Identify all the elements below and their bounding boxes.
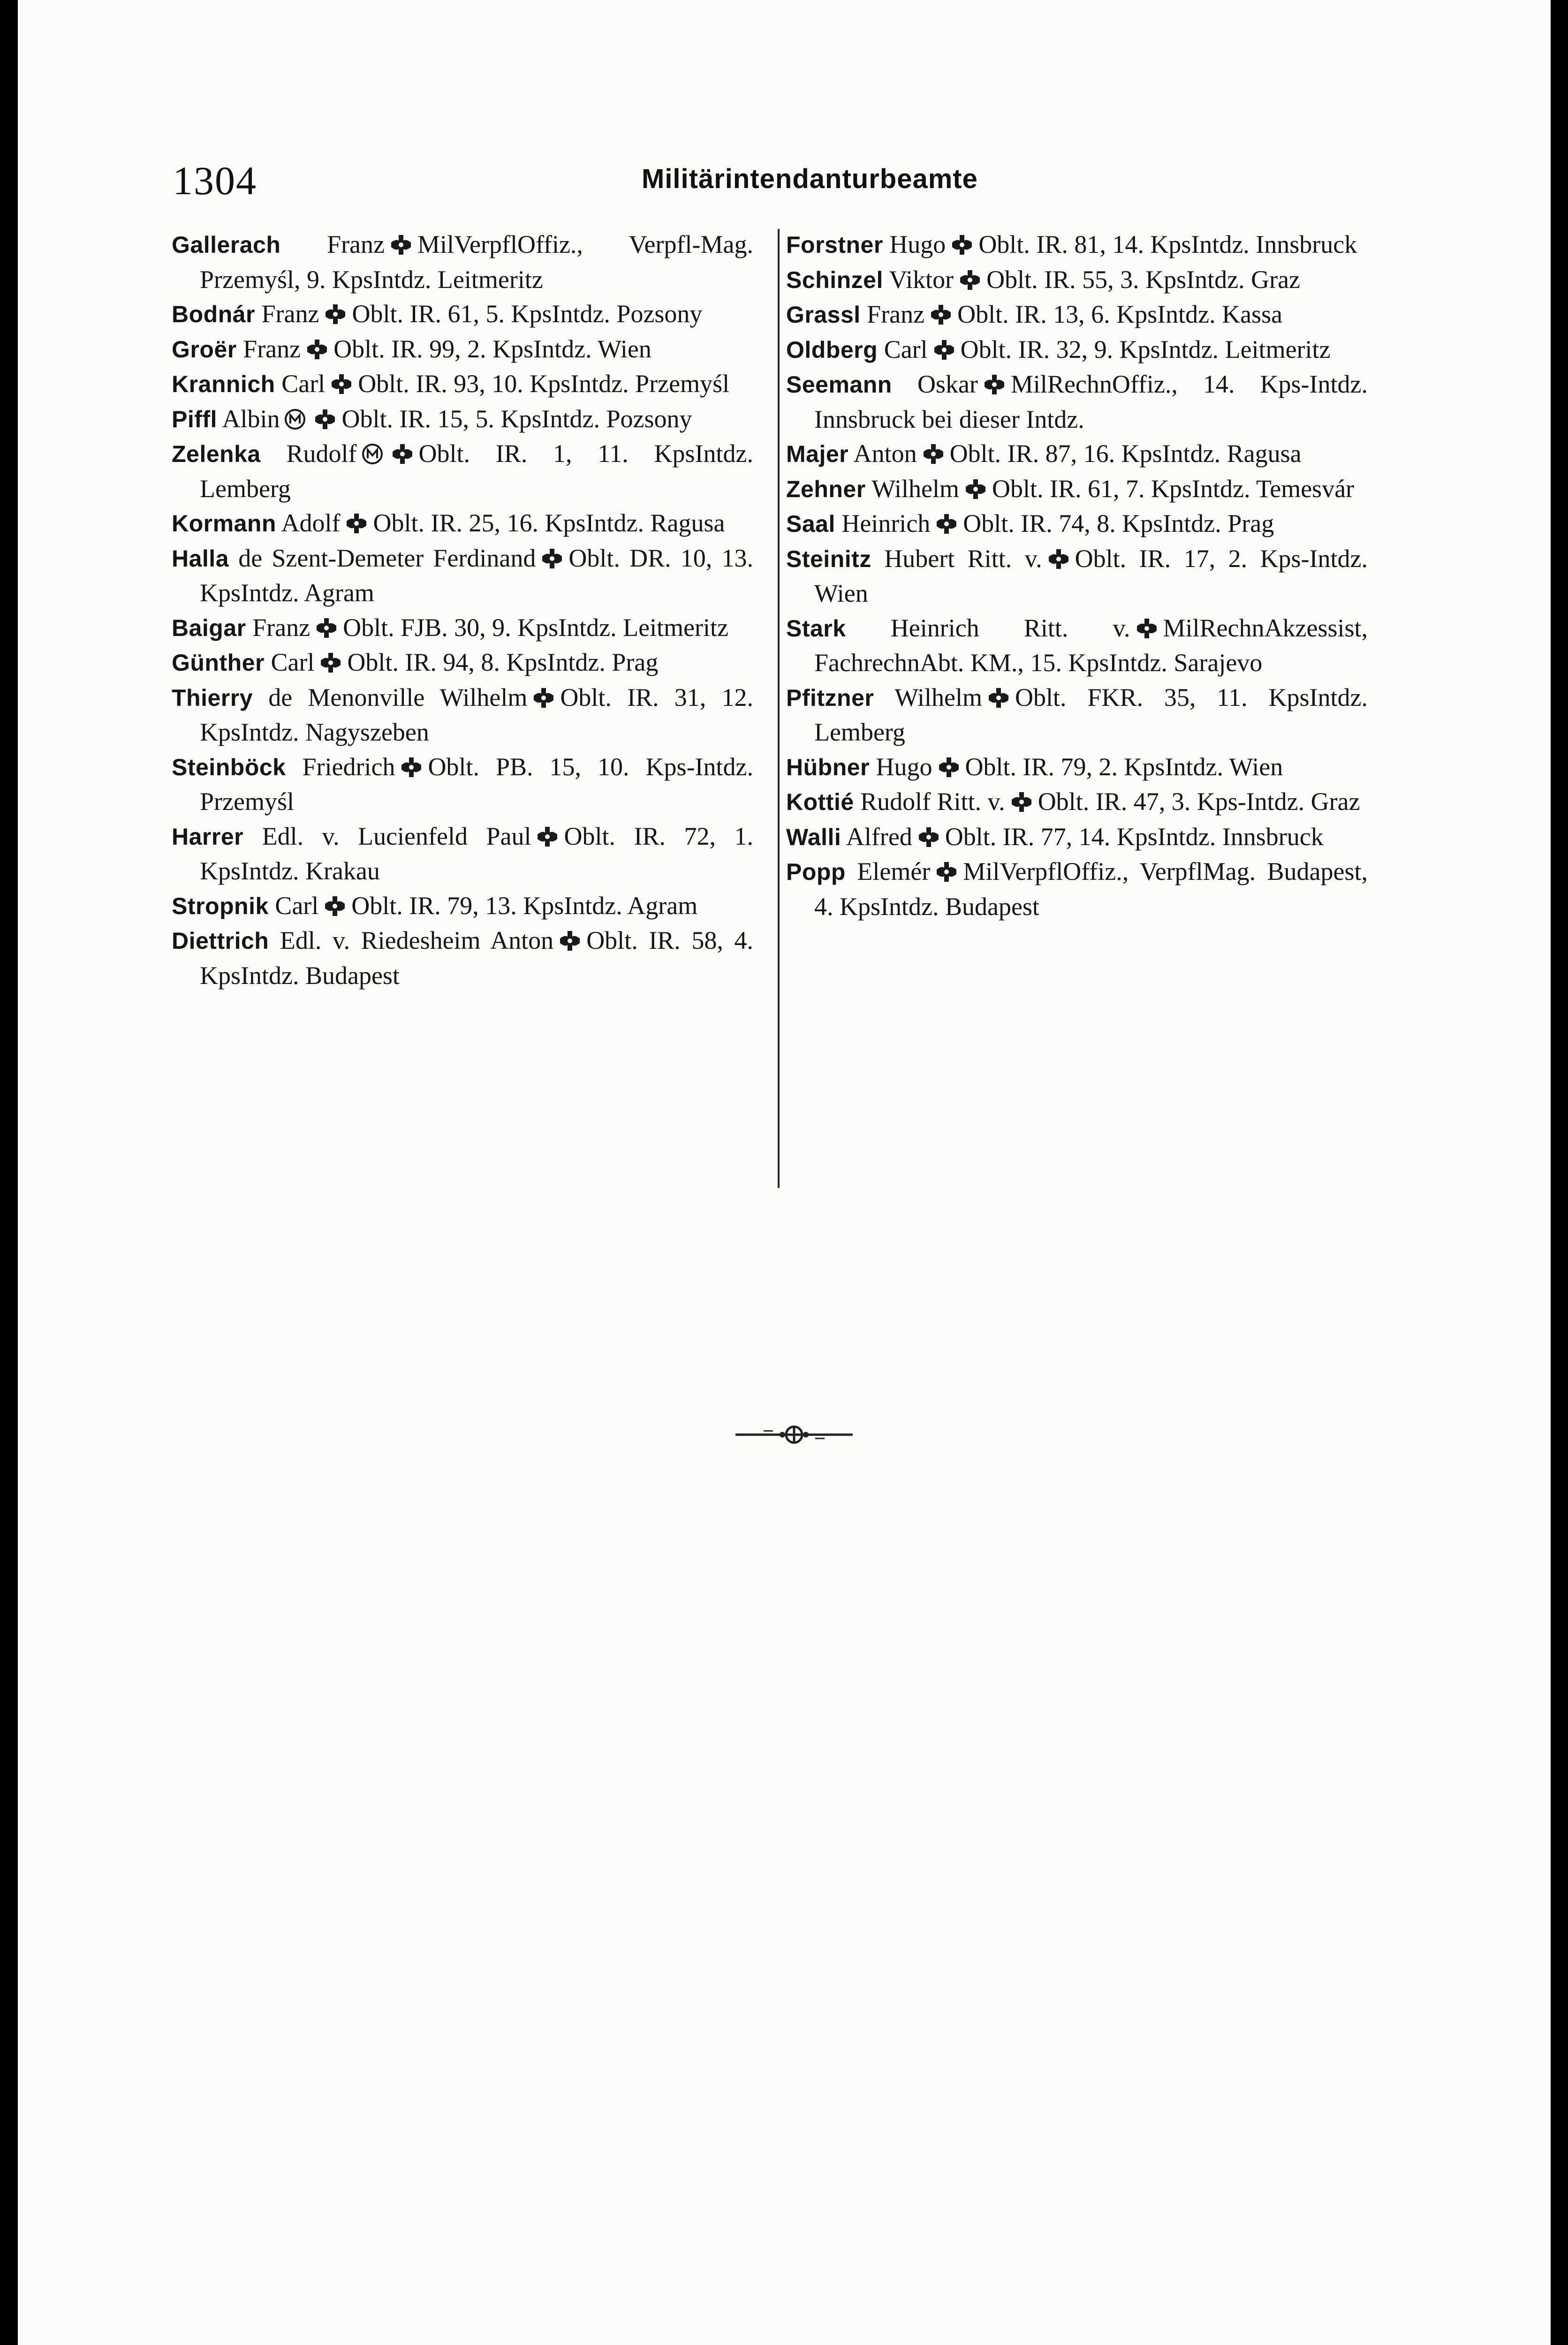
entry-given-name: Anton bbox=[853, 439, 917, 468]
entry-details: Oblt. IR. 58, 4. KpsIntdz. Budapest bbox=[200, 926, 753, 990]
right-column bbox=[786, 227, 1368, 924]
entry-given-name: Wilhelm bbox=[871, 474, 960, 503]
list-item bbox=[172, 332, 753, 367]
entry-surname: Schinzel bbox=[786, 266, 883, 293]
order-cross-icon bbox=[320, 652, 341, 673]
entry-given-name: Carl bbox=[275, 891, 319, 920]
entry-surname: Forstner bbox=[786, 232, 883, 258]
order-cross-icon bbox=[390, 234, 412, 256]
list-item bbox=[172, 681, 753, 750]
entry-given-name: Edl. v. Riedesheim Anton bbox=[280, 926, 554, 954]
list-item bbox=[786, 785, 1368, 820]
entry-given-name: Hugo bbox=[876, 752, 932, 781]
list-item bbox=[786, 820, 1368, 855]
list-item bbox=[172, 437, 753, 506]
entry-details: Oblt. IR. 87, 16. KpsIntdz. Ragusa bbox=[949, 439, 1302, 468]
list-item bbox=[786, 611, 1368, 681]
entry-surname: Bodnár bbox=[172, 301, 255, 327]
entry-details: Oblt. IR. 47, 3. Kps-Intdz. Graz bbox=[1038, 787, 1360, 816]
entry-given-name: Franz bbox=[327, 230, 385, 258]
entry-given-name: Albin bbox=[222, 404, 280, 433]
entry-surname: Stropnik bbox=[172, 893, 269, 919]
list-item bbox=[786, 437, 1368, 472]
entry-surname: Diettrich bbox=[172, 928, 269, 954]
list-item bbox=[172, 819, 753, 889]
entry-details: Oblt. IR. 32, 9. KpsIntdz. Leitmeritz bbox=[960, 335, 1331, 363]
entry-surname: Majer bbox=[786, 441, 849, 467]
list-item bbox=[172, 367, 753, 402]
entry-details: Oblt. IR. 25, 16. KpsIntdz. Ragusa bbox=[373, 509, 725, 537]
entry-details: MilRechnOffiz., 14. Kps-Intdz. Innsbruck bei dieser Intdz. bbox=[814, 370, 1368, 433]
entry-surname: Günther bbox=[172, 650, 265, 676]
entry-surname: Harrer bbox=[172, 823, 244, 850]
left-column bbox=[172, 227, 753, 993]
entry-given-name: Rudolf bbox=[286, 439, 357, 468]
entry-surname: Zelenka bbox=[172, 441, 261, 467]
order-cross-icon bbox=[537, 826, 558, 847]
order-cross-icon bbox=[325, 303, 346, 325]
order-cross-icon bbox=[392, 443, 413, 465]
entry-details: Oblt. IR. 61, 7. KpsIntdz. Temesvár bbox=[992, 474, 1355, 503]
entry-given-name: Adolf bbox=[281, 509, 341, 537]
entry-surname: Stark bbox=[786, 615, 846, 642]
order-cross-icon bbox=[401, 756, 422, 778]
list-item bbox=[786, 297, 1368, 333]
entry-surname: Steinböck bbox=[172, 754, 286, 780]
list-item bbox=[172, 645, 753, 681]
order-cross-icon bbox=[923, 443, 944, 465]
list-item bbox=[786, 507, 1368, 542]
entry-details: Oblt. IR. 93, 10. KpsIntdz. Przemyśl bbox=[358, 370, 730, 398]
entry-details: Oblt. IR. 81, 14. KpsIntdz. Innsbruck bbox=[978, 230, 1357, 258]
order-cross-icon bbox=[938, 756, 960, 778]
entry-given-name: Carl bbox=[281, 370, 326, 398]
entry-details: Oblt. IR. 99, 2. KpsIntdz. Wien bbox=[333, 334, 651, 363]
order-cross-icon bbox=[541, 548, 563, 569]
entry-details: Oblt. IR. 94, 8. KpsIntdz. Prag bbox=[347, 648, 659, 676]
entry-given-name: de Menonville Wilhelm bbox=[268, 683, 528, 711]
entry-details: Oblt. IR. 17, 2. Kps-Intdz. Wien bbox=[814, 544, 1368, 607]
list-item bbox=[786, 750, 1368, 785]
order-cross-icon bbox=[965, 478, 986, 500]
entry-surname: Baigar bbox=[172, 614, 246, 641]
entry-given-name: Wilhelm bbox=[894, 683, 983, 711]
entry-given-name: Viktor bbox=[889, 265, 954, 294]
order-cross-icon bbox=[533, 687, 554, 709]
entry-details: Oblt. IR. 74, 8. KpsIntdz. Prag bbox=[963, 509, 1274, 537]
entry-details: MilVerpflOffiz., VerpflMag. Budapest, 4. KpsIntdz. Budapest bbox=[814, 857, 1368, 921]
list-item bbox=[786, 681, 1368, 750]
entry-surname: Walli bbox=[786, 824, 841, 850]
list-item bbox=[172, 923, 753, 993]
entry-details: Oblt. IR. 13, 6. KpsIntdz. Kassa bbox=[957, 300, 1283, 328]
order-cross-icon bbox=[559, 930, 581, 952]
list-item bbox=[786, 855, 1368, 924]
entry-surname: Grassl bbox=[786, 302, 861, 328]
entry-surname: Kottié bbox=[786, 789, 854, 815]
entry-details: Oblt. IR. 72, 1. KpsIntdz. Krakau bbox=[200, 822, 753, 885]
order-cross-icon bbox=[346, 513, 367, 534]
entry-surname: Gallerach bbox=[172, 232, 281, 258]
order-cross-icon bbox=[306, 339, 328, 360]
entry-surname: Groër bbox=[172, 336, 237, 363]
order-cross-icon bbox=[988, 687, 1009, 709]
order-cross-icon bbox=[984, 374, 1005, 395]
entry-given-name: Franz bbox=[261, 300, 319, 328]
list-item bbox=[172, 506, 753, 541]
entry-details: Oblt. IR. 79, 2. KpsIntdz. Wien bbox=[965, 752, 1283, 781]
entry-surname: Zehner bbox=[786, 476, 866, 502]
list-item bbox=[786, 472, 1368, 507]
running-head: Militärintendanturbeamte bbox=[642, 164, 978, 194]
entry-surname: Seemann bbox=[786, 371, 892, 398]
list-item bbox=[172, 889, 753, 924]
military-merit-medal-icon bbox=[362, 443, 383, 465]
entry-surname: Steinitz bbox=[786, 545, 871, 572]
list-item bbox=[172, 402, 753, 437]
entry-details: Oblt. IR. 61, 5. KpsIntdz. Pozsony bbox=[352, 300, 703, 328]
list-item bbox=[172, 541, 753, 611]
order-cross-icon bbox=[1048, 548, 1069, 570]
entry-details: Oblt. FKR. 35, 11. KpsIntdz. Lemberg bbox=[814, 683, 1368, 746]
list-item bbox=[172, 227, 753, 297]
entry-surname: Popp bbox=[786, 859, 846, 885]
entry-surname: Pfitzner bbox=[786, 684, 874, 711]
entry-given-name: Franz bbox=[252, 613, 311, 642]
entry-given-name: Rudolf Ritt. v. bbox=[860, 787, 1005, 816]
entry-given-name: Elemér bbox=[857, 857, 931, 885]
order-cross-icon bbox=[933, 339, 955, 361]
entry-details: MilVerpflOffiz., Verpfl-Mag. Przemyśl, 9. KpsIntdz. Leitmeritz bbox=[200, 230, 753, 294]
entry-details: Oblt. IR. 55, 3. KpsIntdz. Graz bbox=[986, 265, 1301, 294]
entry-given-name: de Szent-Demeter Ferdinand bbox=[238, 544, 536, 572]
entry-given-name: Heinrich bbox=[841, 509, 931, 537]
entry-given-name: Hubert Ritt. v. bbox=[884, 544, 1042, 573]
military-merit-medal-icon bbox=[284, 408, 306, 430]
entry-details: Oblt. FJB. 30, 9. KpsIntdz. Leitmeritz bbox=[343, 613, 728, 642]
list-item bbox=[786, 333, 1368, 368]
scan-border-left bbox=[0, 0, 18, 2345]
scan-border-right bbox=[1551, 0, 1568, 2345]
list-item bbox=[786, 227, 1368, 263]
entry-details: Oblt. IR. 31, 12. KpsIntdz. Nagyszeben bbox=[200, 683, 753, 746]
entry-surname: Kormann bbox=[172, 510, 276, 537]
section-end-ornament-icon bbox=[735, 1424, 853, 1445]
entry-details: MilRechnAkzessist, FachrechnAbt. KM., 15. KpsIntdz. Sarajevo bbox=[814, 613, 1368, 677]
list-item bbox=[786, 542, 1368, 611]
entry-surname: Piffl bbox=[172, 406, 217, 432]
order-cross-icon bbox=[936, 513, 957, 535]
entry-given-name: Franz bbox=[867, 300, 925, 328]
entry-surname: Halla bbox=[172, 545, 229, 572]
entry-details: Oblt. IR. 79, 13. KpsIntdz. Agram bbox=[351, 891, 698, 920]
entry-details: Oblt. IR. 15, 5. KpsIntdz. Pozsony bbox=[341, 404, 692, 433]
entry-surname: Hübner bbox=[786, 754, 870, 780]
entry-given-name: Carl bbox=[884, 335, 928, 363]
column-divider bbox=[778, 229, 780, 1188]
entry-details: Oblt. DR. 10, 13. KpsIntdz. Agram bbox=[200, 544, 754, 607]
order-cross-icon bbox=[959, 269, 981, 291]
entry-given-name: Oskar bbox=[917, 370, 978, 398]
entry-details: Oblt. PB. 15, 10. Kps-Intdz. Przemyśl bbox=[200, 752, 754, 816]
entry-surname: Krannich bbox=[172, 371, 275, 397]
order-cross-icon bbox=[316, 617, 337, 639]
entry-given-name: Hugo bbox=[889, 230, 946, 258]
entry-given-name: Edl. v. Lucienfeld Paul bbox=[262, 822, 531, 850]
order-cross-icon bbox=[936, 861, 957, 883]
entry-details: Oblt. IR. 77, 14. KpsIntdz. Innsbruck bbox=[945, 822, 1324, 851]
page-number: 1304 bbox=[173, 158, 257, 203]
order-cross-icon bbox=[314, 408, 336, 430]
list-item bbox=[786, 263, 1368, 298]
list-item bbox=[172, 611, 753, 646]
entry-surname: Oldberg bbox=[786, 336, 878, 363]
document-page bbox=[18, 0, 1551, 2345]
order-cross-icon bbox=[1011, 791, 1032, 813]
entry-details: Oblt. IR. 1, 11. KpsIntdz. Lemberg bbox=[200, 439, 754, 503]
entry-given-name: Heinrich Ritt. v. bbox=[890, 613, 1130, 642]
entry-given-name: Franz bbox=[243, 334, 301, 363]
order-cross-icon bbox=[331, 373, 352, 395]
order-cross-icon bbox=[918, 826, 939, 848]
entry-given-name: Carl bbox=[271, 648, 315, 676]
entry-surname: Thierry bbox=[172, 684, 253, 711]
order-cross-icon bbox=[930, 304, 952, 325]
entry-given-name: Friedrich bbox=[302, 752, 395, 781]
order-cross-icon bbox=[324, 895, 346, 917]
list-item bbox=[172, 750, 753, 819]
entry-given-name: Alfred bbox=[846, 822, 912, 851]
entry-surname: Saal bbox=[786, 511, 835, 537]
list-item bbox=[786, 367, 1368, 437]
order-cross-icon bbox=[1136, 618, 1158, 639]
list-item bbox=[172, 297, 753, 332]
order-cross-icon bbox=[951, 234, 973, 256]
